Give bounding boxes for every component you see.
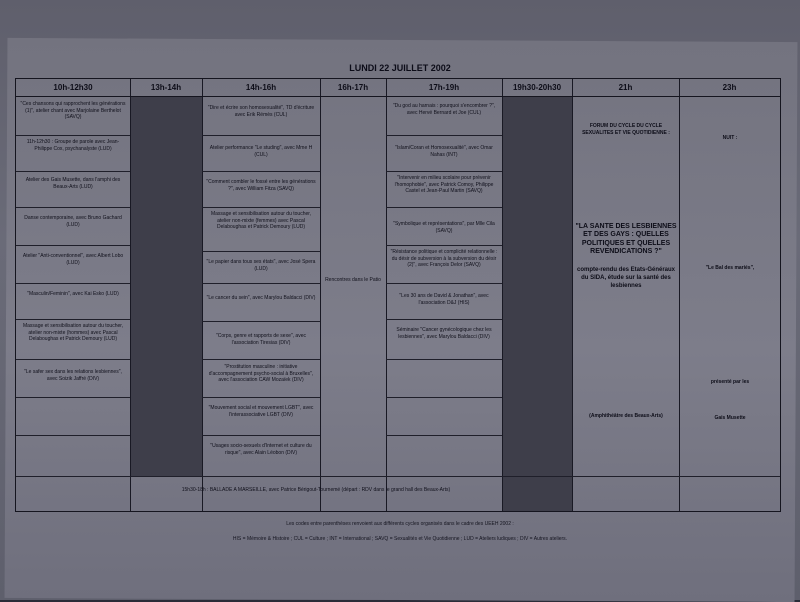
session-cell: "Dire et écrire son homosexualité", TD d'écriture avec Erik Rémès (CUL): [207, 105, 315, 118]
header-23h: 23h: [679, 79, 780, 97]
session-cell: 11h-12h30 : Groupe de parole avec Jean-Philippe Cox, psychanalyste (LUD): [26, 139, 120, 152]
lunch-column-shade: [130, 97, 202, 476]
header-21h: 21h: [572, 79, 679, 97]
session-cell: "Islam/Coran et Homosexualité", avec Omar Nahas (INT): [395, 145, 493, 158]
forum-location: (Amphithéâtre des Beaux-Arts): [589, 413, 663, 419]
session-cell: "Le papier dans tous ses états", avec José Spera (LUD): [206, 259, 316, 272]
col-divider: [130, 79, 131, 511]
night-presented-by: présenté par les: [710, 379, 750, 385]
session-cell: Massage et sensibilisation autour du toucher, atelier non-mixte (femmes) avec Pascal Delaboughas et Patrick Demoury (LUD): [210, 211, 312, 230]
session-cell: "Masculin/Feminin", avec Kai Esko (LUD): [27, 291, 119, 297]
session-cell: "Comment combler le fossé entre les générations ?", avec William Fitza (SAVQ): [206, 179, 316, 192]
col-divider: [320, 79, 321, 511]
footer-legend: HIS = Mémoire & Histoire ; CUL = Culture ; INT = International ; SAVQ = Sexualités et Vie Quotidienne ; LUD = Ateliers ludiques ; DIV = Autres ateliers.: [232, 536, 568, 542]
forum-heading: FORUM DU CYCLE DU CYCLE SEXUALITES ET VIE QUOTIDIENNE :: [582, 123, 670, 136]
schedule-title: LUNDI 22 JUILLET 2002: [349, 63, 451, 73]
header-14h: 14h-16h: [202, 79, 320, 97]
night-label: NUIT :: [722, 135, 738, 141]
header-10h: 10h-12h30: [16, 79, 130, 97]
col-divider: [572, 79, 573, 511]
forum-description: compte-rendu des Etats-Généraux du SIDA, étude sur la santé des lesbiennes: [576, 267, 676, 289]
session-cell: "Usages socio-sexuels d'Internet et culture du risque", avec Alain Léobon (DIV): [210, 443, 312, 456]
schedule-table: [15, 78, 781, 512]
session-cell: Atelier "Anti-conventionnel", avec Albert Lobo (LUD): [22, 253, 124, 266]
night-organizer: Gais Musette: [714, 415, 746, 421]
patio-cell: Rencontres dans le Patio: [325, 277, 381, 283]
header-13h: 13h-14h: [130, 79, 202, 97]
col-divider: [502, 79, 503, 511]
session-cell: "Mouvement social et mouvement LGBT", avec l'interassociative LGBT (DIV): [208, 405, 314, 418]
walk-row: 15h30-18h : BALLADE A MARSEILLE, avec Patrice Bérigout-Tournemé (départ : RDV dans le grand hall des Beaux-Arts): [181, 487, 451, 493]
footer-note: Les codes entre parenthèses renvoient aux différents cycles organisés dans le cadre des UEEH 2002 :: [286, 521, 514, 527]
session-cell: Massage et sensibilisation autour du toucher, atelier non-mixte (hommes) avec Pascal Delaboughas et Patrick Demoury (LUD): [22, 323, 124, 342]
session-cell: "Le cancer du sein", avec Marylou Baldacci (DIV): [206, 295, 316, 301]
header-16h: 16h-17h: [320, 79, 386, 97]
header-17h: 17h-19h: [386, 79, 502, 97]
session-cell: "Prostitution masculine : initiative d'accompagnement psycho-social à Bruxelles", avec l'association CAW Mozaïek (DIV): [208, 364, 314, 383]
night-event: "Le Bal des mariés",: [705, 265, 755, 271]
forum-title: "LA SANTE DES LESBIENNES ET DES GAYS : QUELLES POLITIQUES ET QUELLES REVENDICATIONS ?": [575, 223, 677, 256]
session-cell: Danse contemporaine, avec Bruno Gachard (LUD): [24, 215, 122, 228]
session-cell: "Symbolique et représentations", par Mlle Cila (SAVQ): [393, 221, 495, 234]
session-cell: "Corps, genre et rapports de sexe", avec l'association Tiresias (DIV): [216, 333, 306, 346]
session-cell: "Intervenir en milieu scolaire pour prévenir l'homophobie", avec Patrick Comoy, Philippe Castel et Jean-Paul Martin (SAVQ): [394, 175, 494, 194]
header-19h30: 19h30-20h30: [502, 79, 572, 97]
session-cell: Séminaire "Cancer gynécologique chez les lesbiennes", avec Marylou Baldacci (DIV): [396, 327, 492, 340]
session-cell: "Les 30 ans de David & Jonathan", avec l'association D&J (HIS): [399, 293, 489, 306]
col-divider: [679, 79, 680, 511]
session-cell: "Le safer sex dans les relations lesbiennes", avec Soizik Jaffré (DIV): [24, 369, 122, 382]
session-cell: Atelier des Gais Musette, dans l'amphi des Beaux-Arts (LUD): [25, 177, 121, 190]
session-cell: "Ces chansons qui rapprochent les générations (1)", atelier chant avec Marjolaine Berthelot (SAVQ): [20, 101, 126, 120]
session-cell: "Résistance politique et complicité relationnelle : du désir de subversion à la subversion du désir (2)", avec François Delor (SAVQ): [390, 249, 498, 268]
session-cell: "Du god au harnais : pourquoi s'encombrer ?", avec Hervé Bernard et Joe (CUL): [392, 103, 496, 116]
session-cell: Atelier performance "Le studing", avec Mme H (CUL): [209, 145, 313, 158]
evening-column-shade: [502, 97, 572, 511]
